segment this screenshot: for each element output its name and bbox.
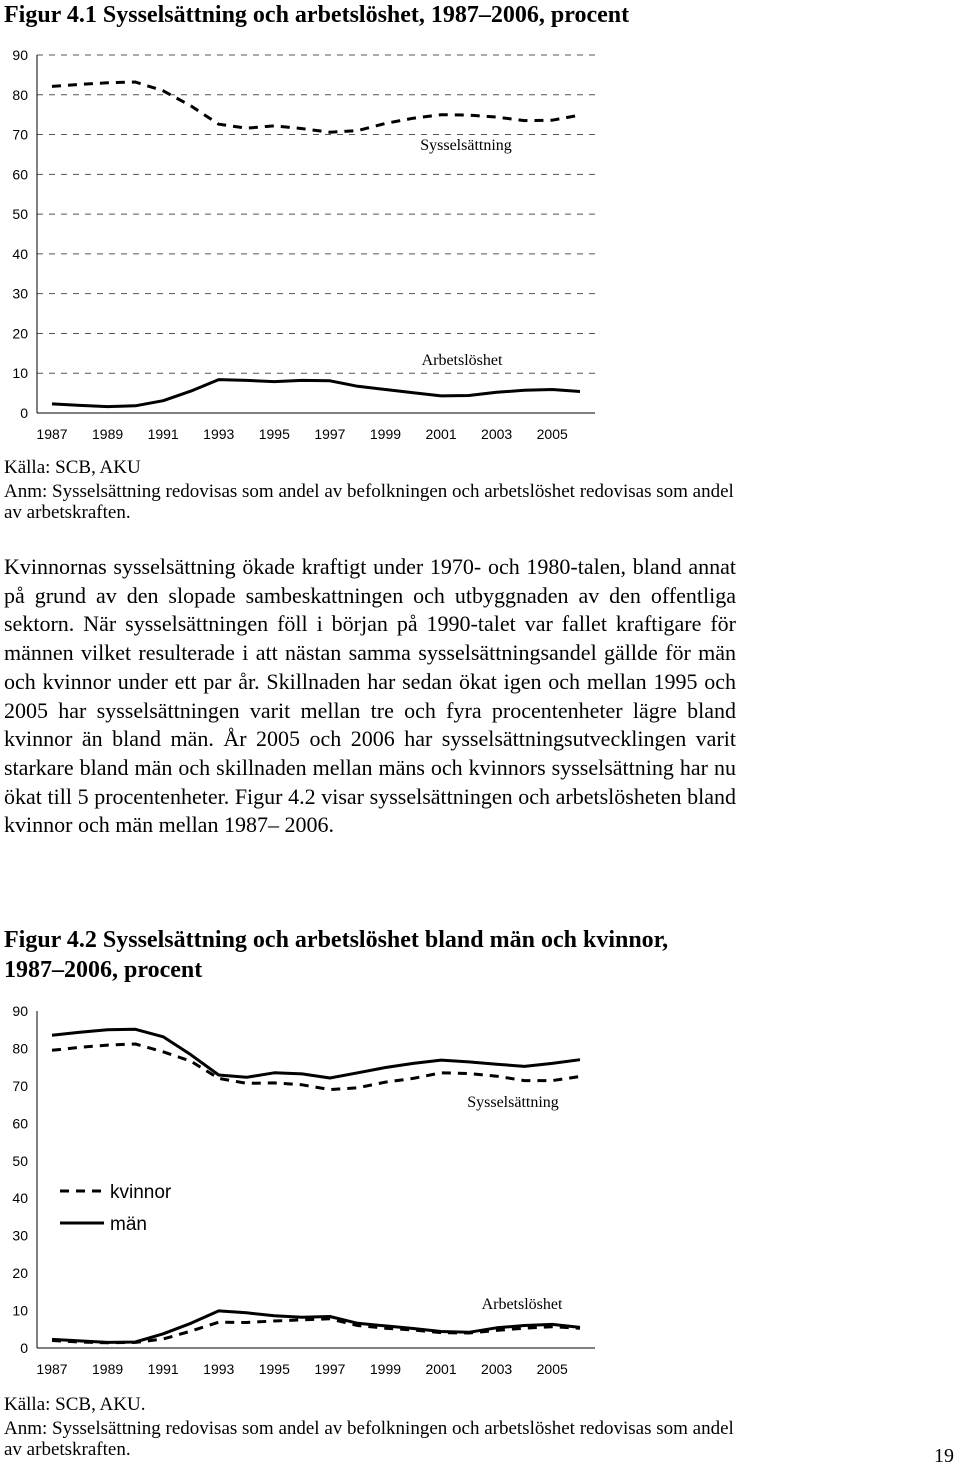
body-paragraph: Kvinnornas sysselsättning ökade kraftigt under 1970- och 1980-talen, bland annat på grund av den slopade sambeskattningen och utbyggnaden av den offentliga sektorn. När sysselsättningen föll i början på 1990-talet var fallet kraftigare för männen vilket resulterade i att nästan samma sysselsättningsandel gällde för män och kvinnor under ett par år. Skillnaden har sedan ökat igen och mellan 1995 och 2005 har sysselsättningen varit mellan tre och fyra procentenheter lägre bland kvinnor än bland män. År 2005 och 2006 har sysselsättningsutvecklingen varit starkare bland män och skillnaden mellan mäns och kvinnors sysselsättning har nu ökat till 5 procentenheter. Figur 4.2 visar sysselsättningen och arbetslösheten bland kvinnor och män mellan 1987– 2006. — [4, 554, 736, 838]
label-arbetslöshet: Arbetslöshet — [421, 352, 503, 369]
series-line-arbetslöshet — [52, 380, 580, 407]
series-line-män-sysselsättning — [52, 1029, 580, 1078]
figure2-source: Källa: SCB, AKU. — [4, 1394, 146, 1415]
y-tick-label: 30 — [12, 1227, 28, 1244]
y-tick-label: 30 — [12, 285, 28, 302]
y-tick-label: 50 — [12, 1152, 28, 1169]
x-tick-label: 1995 — [258, 426, 290, 442]
x-tick-label: 1989 — [92, 1361, 124, 1377]
series-line-kvinnor-arbetslöshet — [52, 1319, 580, 1343]
y-tick-label: 70 — [12, 1077, 28, 1094]
y-tick-label: 20 — [12, 325, 28, 342]
y-tick-label: 10 — [12, 365, 28, 382]
y-tick-label: 90 — [12, 47, 28, 63]
y-tick-label: 60 — [12, 1115, 28, 1132]
x-tick-label: 2003 — [481, 426, 513, 442]
x-tick-label: 2001 — [425, 1361, 457, 1377]
label-sysselsättning: Sysselsättning — [467, 1094, 559, 1111]
y-tick-label: 0 — [20, 1340, 28, 1356]
y-tick-label: 70 — [12, 126, 28, 143]
x-tick-label: 1987 — [36, 426, 68, 442]
series-line-sysselsättning — [52, 82, 580, 132]
y-tick-label: 20 — [12, 1265, 28, 1282]
y-tick-label: 60 — [12, 166, 28, 183]
figure2-title: Figur 4.2 Sysselsättning och arbetslöshet bland män och kvinnor, 1987–2006, procent — [4, 927, 669, 983]
y-tick-label: 10 — [12, 1302, 28, 1319]
figure1-note: Anm: Sysselsättning redovisas som andel av befolkningen och arbetslöshet redovisas som andel av arbetskraften. — [4, 481, 734, 523]
y-tick-label: 40 — [12, 245, 28, 262]
x-tick-label: 1989 — [92, 426, 124, 442]
figure2-note: Anm: Sysselsättning redovisas som andel av befolkningen och arbetslöshet redovisas som andel av arbetskraften. — [4, 1418, 734, 1460]
legend-label-kvinnor: kvinnor — [110, 1182, 172, 1203]
page-number: 19 — [934, 1445, 954, 1467]
x-tick-label: 1999 — [369, 1361, 402, 1377]
x-tick-label: 1991 — [147, 426, 179, 442]
x-tick-label: 1997 — [314, 1361, 346, 1377]
figure1-title: Figur 4.1 Sysselsättning och arbetslöshet, 1987–2006, procent — [4, 2, 630, 28]
x-tick-label: 2001 — [425, 426, 457, 442]
x-tick-label: 2005 — [536, 426, 568, 442]
x-tick-label: 1999 — [369, 426, 402, 442]
y-tick-label: 80 — [12, 86, 28, 103]
x-tick-label: 1997 — [314, 426, 346, 442]
legend-label-män: män — [110, 1214, 147, 1235]
x-tick-label: 2005 — [536, 1361, 568, 1377]
figure1-chart — [0, 40, 610, 450]
x-tick-label: 1995 — [258, 1361, 290, 1377]
series-line-män-arbetslöshet — [52, 1311, 580, 1343]
label-sysselsättning: Sysselsättning — [420, 137, 512, 154]
figure2-chart — [0, 995, 610, 1390]
x-tick-label: 1987 — [36, 1361, 68, 1377]
x-tick-label: 1993 — [203, 426, 235, 442]
y-tick-label: 50 — [12, 206, 28, 223]
figure1-source: Källa: SCB, AKU — [4, 457, 141, 478]
y-tick-label: 40 — [12, 1190, 28, 1207]
label-arbetslöshet: Arbetslöshet — [481, 1296, 563, 1313]
y-tick-label: 0 — [20, 405, 28, 421]
y-tick-label: 80 — [12, 1040, 28, 1057]
x-tick-label: 1991 — [147, 1361, 179, 1377]
x-tick-label: 1993 — [203, 1361, 235, 1377]
x-tick-label: 2003 — [481, 1361, 513, 1377]
series-line-kvinnor-sysselsättning — [52, 1044, 580, 1090]
y-tick-label: 90 — [12, 1003, 28, 1019]
